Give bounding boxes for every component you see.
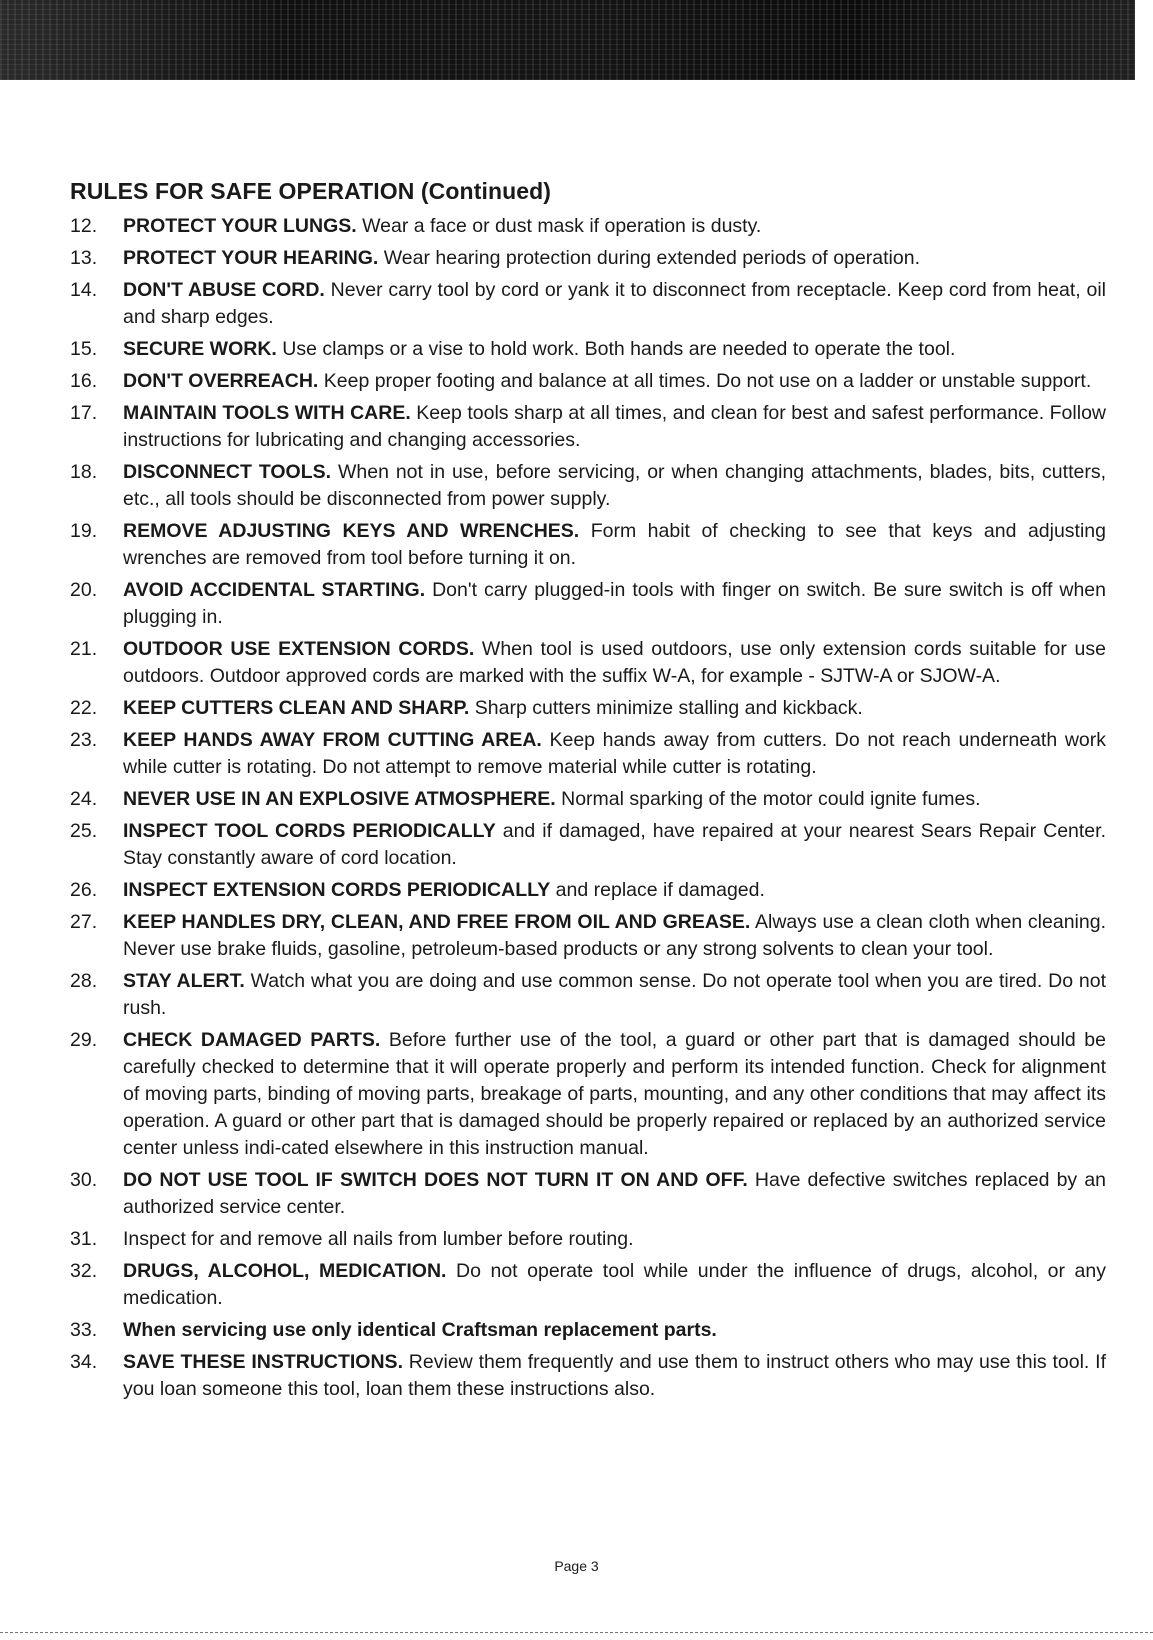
rule-body — [123, 213, 1106, 240]
rule-item — [66, 1167, 1106, 1221]
rule-body — [123, 695, 1106, 722]
rule-item — [66, 459, 1106, 513]
section-title: RULES FOR SAFE OPERATION (Continued) — [70, 178, 552, 204]
rule-heading: DO NOT USE TOOL IF SWITCH DOES NOT TURN IT ON AND OFF. — [123, 1169, 748, 1191]
rules-list — [66, 213, 1106, 1408]
rule-number: 24. — [70, 788, 98, 810]
rule-body — [123, 968, 1106, 1022]
rule-text: Before further use of the tool, a guard or other part that is damaged should be carefully checked to determine that it will operate properly and perform its intended function. Check for alignment of moving parts, binding of moving parts, breakage of parts, mounting, and any other conditions that may affect its operation. A guard or other part that is damaged should be properly repaired or replaced by an authorized service center unless indi-cated elsewhere in this instruction manual. — [123, 1029, 1106, 1159]
rule-text: and if damaged, have repaired at your nearest Sears Repair Center. Stay constantly aware of cord location. — [123, 820, 1106, 869]
rule-text: Watch what you are doing and use common sense. Do not operate tool when you are tired. Do not rush. — [123, 970, 1106, 1019]
rule-number: 16. — [70, 370, 98, 392]
rule-body — [123, 1226, 1106, 1253]
rule-text: Normal sparking of the motor could ignite fumes. — [555, 788, 981, 810]
rule-item — [66, 727, 1106, 781]
page-number: Page 3 — [554, 1558, 599, 1574]
rule-body — [123, 1349, 1106, 1403]
rule-number: 23. — [70, 729, 98, 751]
rule-item — [66, 1226, 1106, 1253]
rule-body — [123, 818, 1106, 872]
rule-heading: PROTECT YOUR LUNGS. — [123, 215, 357, 237]
rule-item — [66, 818, 1106, 872]
rule-text: Do not operate tool while under the influence of drugs, alcohol, or any medication. — [123, 1260, 1106, 1309]
rule-text: Never carry tool by cord or yank it to disconnect from receptacle. Keep cord from heat, oil and sharp edges. — [123, 279, 1106, 328]
rule-heading: KEEP HANDS AWAY FROM CUTTING AREA. — [123, 729, 542, 751]
rule-heading: NEVER USE IN AN EXPLOSIVE ATMOSPHERE. — [123, 788, 556, 810]
rule-heading: INSPECT TOOL CORDS PERIODICALLY — [123, 820, 496, 842]
rule-item — [66, 1317, 1106, 1344]
rule-body — [123, 518, 1106, 572]
rule-heading: DISCONNECT TOOLS. — [123, 461, 332, 483]
rule-number: 29. — [70, 1029, 98, 1051]
rule-body — [123, 786, 1106, 813]
rule-heading: INSPECT EXTENSION CORDS PERIODICALLY — [123, 879, 551, 901]
rule-body — [123, 245, 1106, 272]
rule-number: 20. — [70, 579, 98, 601]
rule-item — [66, 877, 1106, 904]
rule-number: 28. — [70, 970, 98, 992]
rule-item — [66, 636, 1106, 690]
rule-text: Form habit of checking to see that keys and adjusting wrenches are removed from tool before turning it on. — [123, 520, 1106, 569]
rule-number: 15. — [70, 338, 98, 360]
rule-body — [123, 277, 1106, 331]
rule-body — [123, 1317, 1106, 1344]
rule-text: and replace if damaged. — [550, 879, 765, 901]
rule-heading: KEEP CUTTERS CLEAN AND SHARP. — [123, 697, 470, 719]
rule-heading: DON'T ABUSE CORD. — [123, 279, 325, 301]
rule-item — [66, 577, 1106, 631]
rule-heading: When servicing use only identical Craftsman replacement parts. — [123, 1319, 717, 1341]
rule-text: Wear a face or dust mask if operation is dusty. — [356, 215, 762, 237]
rule-body — [123, 368, 1106, 395]
rule-heading: REMOVE ADJUSTING KEYS AND WRENCHES. — [123, 520, 580, 542]
rule-heading: CHECK DAMAGED PARTS. — [123, 1029, 381, 1051]
rule-text: Have defective switches replaced by an authorized service center. — [123, 1169, 1107, 1218]
rule-item — [66, 909, 1106, 963]
rule-heading: PROTECT YOUR HEARING. — [123, 247, 379, 269]
rule-number: 34. — [70, 1351, 98, 1373]
rule-text: Review them frequently and use them to instruct others who may use this tool. If you loan someone this tool, loan them these instructions also. — [123, 1351, 1106, 1400]
rule-number: 13. — [70, 247, 98, 269]
rule-item — [66, 695, 1106, 722]
rule-heading: DRUGS, ALCOHOL, MEDICATION. — [123, 1260, 447, 1282]
rule-body — [123, 459, 1106, 513]
rule-number: 19. — [70, 520, 98, 542]
bottom-divider — [0, 1632, 1153, 1633]
rule-text: Keep hands away from cutters. Do not reach underneath work while cutter is rotating. Do not attempt to remove material while cutter is rotating. — [123, 729, 1106, 778]
rule-text: Always use a clean cloth when cleaning. Never use brake fluids, gasoline, petroleum-based products or any strong solvents to clean your tool. — [123, 911, 1106, 960]
rule-heading: DON'T OVERREACH. — [123, 370, 319, 392]
rule-heading: SAVE THESE INSTRUCTIONS. — [123, 1351, 403, 1373]
rule-item — [66, 400, 1106, 454]
rule-number: 22. — [70, 697, 98, 719]
rule-item — [66, 213, 1106, 240]
rule-heading: MAINTAIN TOOLS WITH CARE. — [123, 402, 411, 424]
rule-body — [123, 1027, 1106, 1162]
rule-number: 31. — [70, 1228, 98, 1250]
rule-item — [66, 336, 1106, 363]
rule-body — [123, 727, 1106, 781]
rule-heading: KEEP HANDLES DRY, CLEAN, AND FREE FROM OIL AND GREASE. — [123, 911, 751, 933]
rule-item — [66, 368, 1106, 395]
rule-item — [66, 245, 1106, 272]
rule-item — [66, 968, 1106, 1022]
rule-item — [66, 1258, 1106, 1312]
rule-body — [123, 909, 1106, 963]
rule-text: Keep proper footing and balance at all times. Do not use on a ladder or unstable support. — [318, 370, 1092, 392]
rule-heading: SECURE WORK. — [123, 338, 277, 360]
rule-number: 30. — [70, 1169, 98, 1191]
rule-text: When tool is used outdoors, use only extension cords suitable for use outdoors. Outdoor approved cords are marked with the suffix W-A, for example - SJTW-A or SJOW-A. — [123, 638, 1106, 687]
rule-heading: STAY ALERT. — [123, 970, 245, 992]
rule-text: Don't carry plugged-in tools with finger on switch. Be sure switch is off when plugging in. — [123, 579, 1106, 628]
rule-number: 25. — [70, 820, 98, 842]
rule-item — [66, 1349, 1106, 1403]
rule-number: 17. — [70, 402, 98, 424]
rule-item — [66, 786, 1106, 813]
rule-text: Inspect for and remove all nails from lumber before routing. — [123, 1228, 634, 1250]
rule-text: When not in use, before servicing, or when changing attachments, blades, bits, cutters, etc., all tools should be disconnected from power supply. — [123, 461, 1106, 510]
rule-number: 12. — [70, 215, 98, 237]
rule-heading: AVOID ACCIDENTAL STARTING. — [123, 579, 426, 601]
rule-item — [66, 277, 1106, 331]
rule-body — [123, 636, 1106, 690]
rule-text: Keep tools sharp at all times, and clean for best and safest performance. Follow instructions for lubricating and changing accessories. — [123, 402, 1106, 451]
rule-number: 14. — [70, 279, 98, 301]
rule-text: Wear hearing protection during extended periods of operation. — [378, 247, 920, 269]
rule-item — [66, 518, 1106, 572]
rule-number: 18. — [70, 461, 98, 483]
rule-number: 33. — [70, 1319, 98, 1341]
rule-number: 26. — [70, 879, 98, 901]
rule-item — [66, 1027, 1106, 1162]
rule-text: Sharp cutters minimize stalling and kickback. — [469, 697, 863, 719]
rule-text: Use clamps or a vise to hold work. Both hands are needed to operate the tool. — [276, 338, 956, 360]
rule-body — [123, 1258, 1106, 1312]
rule-heading: OUTDOOR USE EXTENSION CORDS. — [123, 638, 475, 660]
rule-number: 27. — [70, 911, 98, 933]
rule-body — [123, 1167, 1106, 1221]
rule-number: 32. — [70, 1260, 98, 1282]
rule-body — [123, 577, 1106, 631]
rule-body — [123, 336, 1106, 363]
rule-body — [123, 400, 1106, 454]
rule-body — [123, 877, 1106, 904]
header-band — [0, 0, 1135, 80]
rule-number: 21. — [70, 638, 98, 660]
